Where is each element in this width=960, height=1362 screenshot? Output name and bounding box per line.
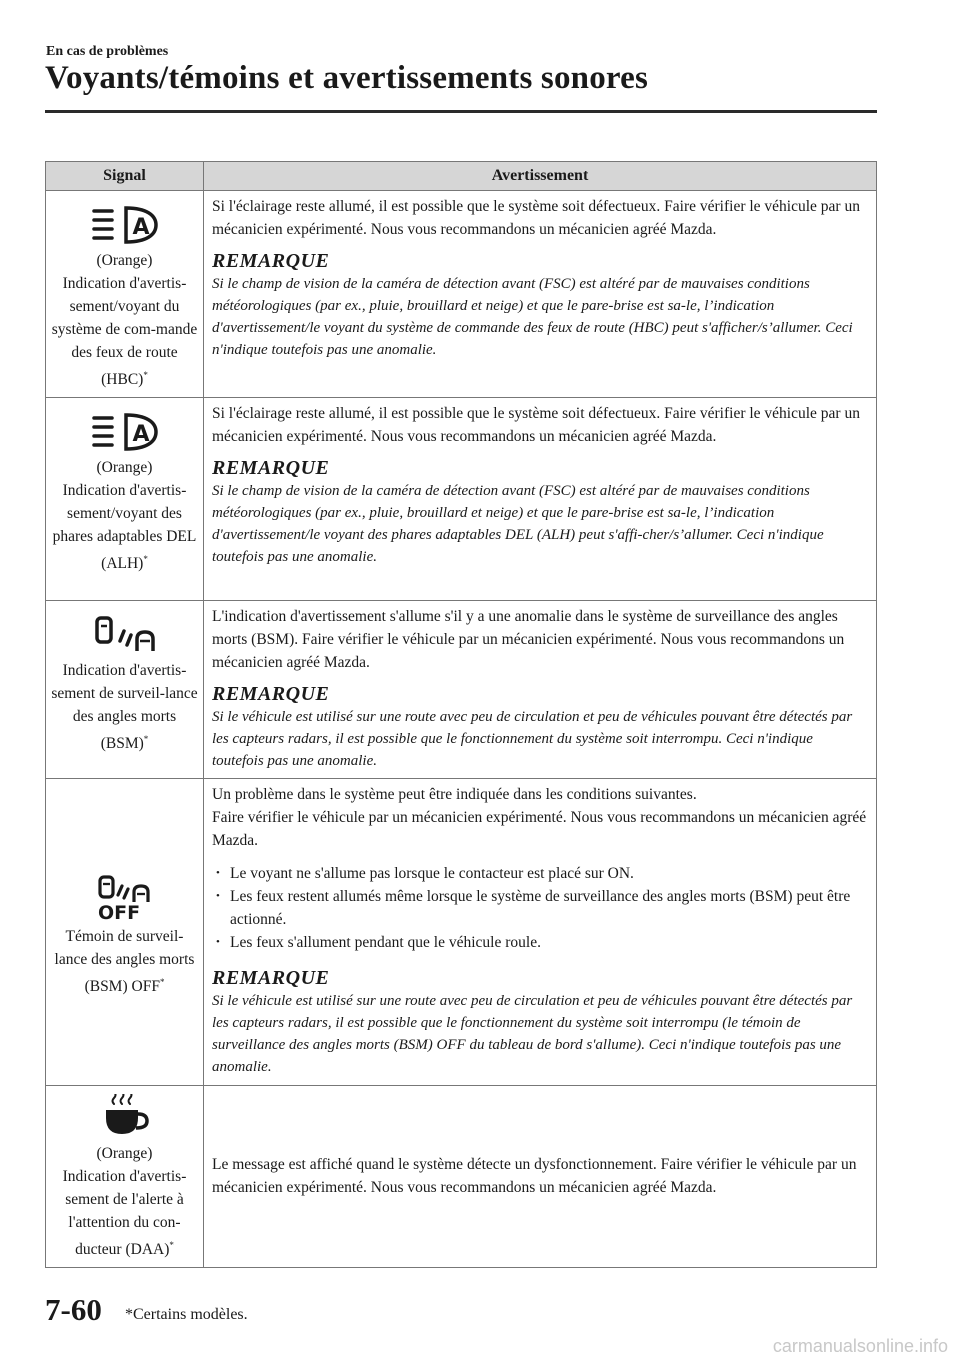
column-header-warning: Avertissement <box>204 162 877 191</box>
table-row <box>46 1086 877 1268</box>
page-title: Voyants/témoins et avertissements sonores <box>45 60 649 96</box>
table-header-row <box>46 162 877 191</box>
footnote: *Certains modèles. <box>125 1306 248 1323</box>
note-title: REMARQUE <box>212 967 330 990</box>
column-header-signal: Signal <box>46 162 204 191</box>
signal-cell <box>46 191 204 398</box>
table-row <box>46 601 877 779</box>
signal-cell <box>46 601 204 779</box>
note-text: Si le champ de vision de la caméra de détection avant (FSC) est altéré par de mauvaises conditions météorologiques (par ex., pluie, brouillard et neige) et que le pare-brise est sa-le, l’indication d'avertissement/le voyant des phares adaptables DEL (ALH) peut s'affi-cher/s’allumer. Ceci n'indique toutefois pas une anomalie. <box>212 483 824 566</box>
off-label: OFF <box>97 901 140 921</box>
note-title: REMARQUE <box>212 250 330 272</box>
footnote-star: * <box>143 554 148 565</box>
note-text: Si le véhicule est utilisé sur une route avec peu de circulation et peu de véhicules pouvant être détectés par les capteurs radars, il est possible que le fonctionnement du système soit interrompu (le témoin de surveillance des angles morts (BSM) OFF du tableau de bord s'allume). Ceci n'indique toutefois pas une anomalie. <box>212 993 853 1076</box>
description-text: Faire vérifier le véhicule par un mécanicien expérimenté. Nous vous recommandons un mécanicien agréé Mazda. <box>212 809 867 850</box>
svg-text:A: A <box>131 215 150 240</box>
description-text: Un problème dans le système peut être indiquée dans les conditions suivantes. <box>212 786 697 804</box>
title-rule <box>45 110 877 113</box>
description-cell <box>204 191 877 398</box>
signal-name: Indication d'avertis-sement de l'alerte à l'attention du con-ducteur (DAA) <box>62 1168 187 1259</box>
footnote-star: * <box>143 734 149 745</box>
high-beam-control-icon <box>92 205 158 245</box>
signal-color-label: (Orange) <box>96 1145 153 1163</box>
blind-spot-monitoring-icon <box>95 615 155 655</box>
list-item: • Les feux restent allumés même lorsque le système de surveillance des angles morts (BSM) peut être actionné. <box>212 885 868 931</box>
svg-text:A: A <box>131 422 150 448</box>
signal-cell <box>46 1086 204 1268</box>
page-number: 7-60 <box>45 1292 102 1327</box>
signal-name: Indication d'avertis-sement/voyant du système de com-mande des feux de route (HBC) <box>51 275 198 389</box>
bsm-off-icon <box>94 875 156 921</box>
table-row <box>46 779 877 1086</box>
footnote-star: * <box>159 976 165 987</box>
section-label: En cas de problèmes <box>46 44 169 59</box>
signal-name: Indication d'avertis-sement/voyant des phares adaptables DEL (ALH) <box>52 482 197 573</box>
watermark: carmanualsonline.info <box>772 1336 948 1356</box>
footnote-star: * <box>169 1240 174 1251</box>
note-title: REMARQUE <box>212 683 330 706</box>
signal-cell <box>46 779 204 1086</box>
description-text: Le message est affiché quand le système détecte un dysfonctionnement. Faire vérifier le véhicule par un mécanicien expérimenté. Nous vous recommandons un mécanicien agréé Mazda. <box>212 1155 857 1196</box>
note-title: REMARQUE <box>212 457 330 480</box>
description-cell <box>204 1086 877 1268</box>
signal-name: Indication d'avertis-sement de surveil-lance des angles morts (BSM) <box>51 662 198 753</box>
list-item: • Le voyant ne s'allume pas lorsque le contacteur est placé sur ON. <box>212 862 868 885</box>
description-text: Si l'éclairage reste allumé, il est possible que le système soit défectueux. Faire vérifier le véhicule par un mécanicien expérimenté. Nous vous recommandons un mécanicien agréé Mazda. <box>212 405 860 446</box>
note-text: Si le véhicule est utilisé sur une route avec peu de circulation et peu de véhicules pouvant être détectés par les capteurs radars, il est possible que le fonctionnement du système soit interrompu. Ceci n'indique toutefois pas une anomalie. <box>212 709 853 770</box>
signal-cell <box>46 398 204 601</box>
adaptive-headlights-icon <box>92 412 158 452</box>
list-item: • Les feux s'allument pendant que le véhicule roule. <box>212 931 868 954</box>
table-row <box>46 191 877 398</box>
footnote-star: * <box>143 370 148 380</box>
description-cell <box>204 398 877 601</box>
description-cell <box>204 601 877 779</box>
signal-name: Témoin de surveil-lance des angles morts (BSM) OFF <box>54 927 195 995</box>
warning-table <box>45 161 877 1268</box>
signal-color-label: (Orange) <box>96 252 153 269</box>
table-row <box>46 398 877 601</box>
note-text: Si le champ de vision de la caméra de détection avant (FSC) est altéré par de mauvaises conditions météorologiques (par ex., pluie, brouillard et neige) et que le pare-brise est sa-le, l’indication d'avertissement/le voyant du système de commande des feux de route (HBC) peut s'afficher/s’allumer. Ceci n'indique toutefois pas une anomalie. <box>212 276 853 358</box>
coffee-cup-icon <box>100 1094 150 1138</box>
description-text: L'indication d'avertissement s'allume s'il y a une anomalie dans le système de surveillance des angles morts (BSM). Faire vérifier le véhicule par un mécanicien expérimenté. Nous vous recommandons un mécanicien agréé Mazda. <box>212 608 845 672</box>
signal-color-label: (Orange) <box>96 459 153 477</box>
description-text: Si l'éclairage reste allumé, il est possible que le système soit défectueux. Faire vérifier le véhicule par un mécanicien expérimenté. Nous vous recommandons un mécanicien agréé Mazda. <box>212 198 860 238</box>
description-cell <box>204 779 877 1086</box>
condition-list <box>212 862 868 954</box>
